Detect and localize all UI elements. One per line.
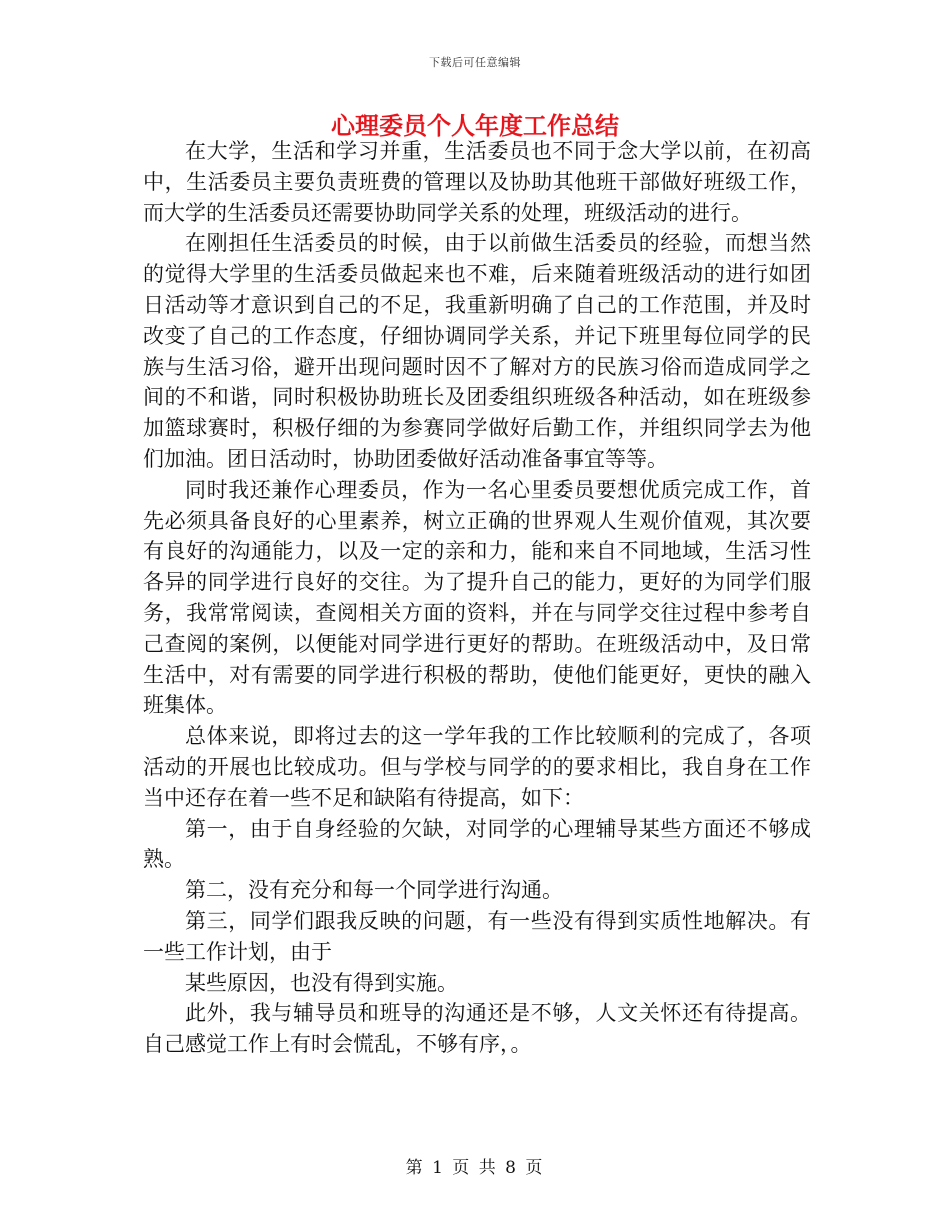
paragraph-1: 在大学，生活和学习并重，生活委员也不同于念大学以前，在初高中，生活委员主要负责班费的管理以及协助其他班干部做好班级工作，而大学的生活委员还需要协助同学关系的处理，班级活动的进行。 xyxy=(143,139,811,225)
paragraph-2: 在刚担任生活委员的时候，由于以前做生活委员的经验，而想当然的觉得大学里的生活委员做起来也不难，后来随着班级活动的进行如团日活动等才意识到自己的不足，我重新明确了自己的工作范围，并及时改变了自己的工作态度，仔细协调同学关系，并记下班里每位同学的民族与生活习俗，避开出现问题时因不了解对方的民族习俗而造成同学之间的不和谐，同时积极协助班长及团委组织班级各种活动，如在班级参加篮球赛时，积极仔细的为参赛同学做好后勤工作，并组织同学去为他们加油。团日活动时，协助团委做好活动准备事宜等等。 xyxy=(143,231,811,471)
paragraph-7: 第三，同学们跟我反映的问题，有一些没有得到实质性地解决。有一些工作计划，由于 xyxy=(143,908,811,964)
header-note: 下载后可任意编辑 xyxy=(429,56,521,69)
document-title: 心理委员个人年度工作总结 xyxy=(331,111,619,140)
page-footer: 第 1 页 共 8 页 xyxy=(405,1158,545,1178)
document-body xyxy=(143,136,811,1060)
paragraph-3: 同时我还兼作心理委员，作为一名心里委员要想优质完成工作，首先必须具备良好的心里素养，树立正确的世界观人生观价值观，其次要有良好的沟通能力，以及一定的亲和力，能和来自不同地域，生活习性各异的同学进行良好的交往。为了提升自己的能力，更好的为同学们服务，我常常阅读，查阅相关方面的资料，并在与同学交往过程中参考自己查阅的案例，以便能对同学进行更好的帮助。在班级活动中，及日常生活中，对有需要的同学进行积极的帮助，使他们能更好，更快的融入班集体。 xyxy=(143,477,811,718)
paragraph-5: 第一，由于自身经验的欠缺，对同学的心理辅导某些方面还不够成熟。 xyxy=(143,816,811,872)
paragraph-9: 此外，我与辅导员和班导的沟通还是不够，人文关怀还有待提高。自己感觉工作上有时会慌乱，不够有序，。 xyxy=(143,1001,811,1057)
paragraph-8: 某些原因，也没有得到实施。 xyxy=(185,970,458,995)
paragraph-4: 总体来说，即将过去的这一学年我的工作比较顺利的完成了，各项活动的开展也比较成功。但与学校与同学的的要求相比，我自身在工作当中还存在着一些不足和缺陷有待提高，如下： xyxy=(143,724,811,810)
paragraph-6: 第二，没有充分和每一个同学进行沟通。 xyxy=(185,878,563,903)
